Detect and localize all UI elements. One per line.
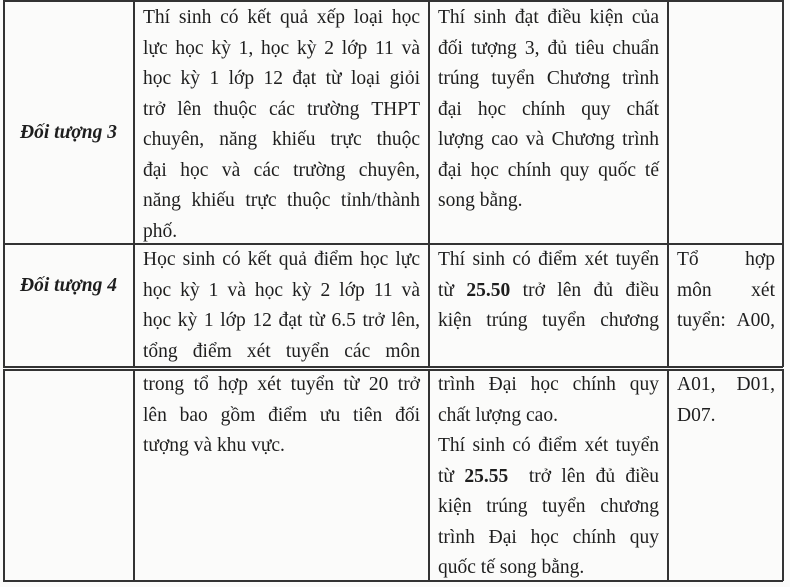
text-line: đại học chính quy chất — [438, 98, 659, 120]
text-line: tổng điểm xét tuyển các môn — [143, 340, 420, 362]
row-label: Đối tượng 3 — [20, 122, 117, 143]
text-line: phố. — [143, 220, 178, 242]
text-line: Thí sinh đạt điều kiện của — [438, 7, 659, 28]
table-border — [3, 580, 783, 582]
text-line — [438, 462, 659, 493]
text-line: đối tượng 3, đủ tiêu chuẩn — [438, 37, 659, 59]
text: trở lên đủ điều — [510, 279, 659, 301]
text: trở lên đủ điều — [508, 465, 659, 487]
criteria-cell — [143, 370, 420, 462]
result-cell — [438, 370, 659, 584]
col-divider — [782, 0, 784, 367]
text-line: năng khiếu trực thuộc tỉnh/thành — [143, 190, 420, 211]
table-border — [3, 0, 783, 2]
criteria-cell — [143, 3, 420, 247]
text-line: chất lượng cao. — [438, 404, 558, 426]
text-line: học kỳ 1 lớp 12 đạt từ 6.5 trở lên, — [143, 310, 420, 331]
col-divider — [428, 369, 430, 581]
text-line: A01, D01, — [677, 374, 775, 395]
result-cell — [438, 3, 659, 217]
text-line: trở lên thuộc các trường THPT — [143, 98, 420, 120]
col-divider — [133, 369, 135, 581]
text-line: trong tổ hợp xét tuyển từ 20 trở — [143, 374, 420, 395]
score-threshold: 25.55 — [464, 465, 509, 487]
text-line: môn xét — [677, 279, 775, 301]
text-line: đại học và các trường chuyên, — [143, 159, 420, 181]
text-line: Học sinh có kết quả điểm học lực — [143, 249, 420, 270]
text-line: trình Đại học chính quy — [438, 374, 659, 395]
text-line: học kỳ 1 và học kỳ 2 lớp 11 và — [143, 279, 420, 301]
score-threshold: 25.50 — [466, 279, 511, 301]
result-cell — [438, 245, 659, 337]
text-line: quốc tế song bằng. — [438, 557, 585, 578]
text-line: Thí sinh có điểm xét tuyển — [438, 249, 659, 270]
col-divider — [667, 369, 669, 581]
text-line: tuyển: A00, — [677, 310, 775, 331]
text-line: Thí sinh có điểm xét tuyển — [438, 435, 659, 456]
text-line: lực học kỳ 1, học kỳ 2 lớp 11 và — [143, 37, 420, 59]
text-line: Thí sinh có kết quả xếp loại học — [143, 7, 420, 28]
text: từ — [438, 279, 467, 301]
text-line: lượng cao và Chương trình — [438, 129, 659, 150]
text-line: học kỳ 1 lớp 12 đạt từ loại giỏi — [143, 68, 420, 89]
text-line: Tổ hợp — [677, 249, 775, 270]
text-line: đại học chính quy quốc tế — [438, 159, 659, 181]
combo-cell — [677, 245, 775, 337]
col-divider — [667, 0, 669, 367]
text-line: kiện trúng tuyển chương — [438, 496, 659, 517]
col-divider — [782, 369, 784, 581]
text-line: trúng tuyển Chương trình — [438, 68, 659, 89]
combo-cell — [677, 370, 775, 431]
text-line: D07. — [677, 404, 716, 426]
text-line — [438, 276, 659, 307]
col-divider — [133, 0, 135, 367]
text-line: trình Đại học chính quy — [438, 526, 659, 548]
row-label: Đối tượng 4 — [20, 275, 117, 296]
text-line: chuyên, năng khiếu trực thuộc — [143, 129, 420, 150]
criteria-cell — [143, 245, 420, 367]
col-divider — [428, 0, 430, 367]
text: từ — [438, 465, 465, 487]
col-divider — [3, 0, 5, 367]
text-line: tượng và khu vực. — [143, 435, 285, 456]
col-divider — [3, 369, 5, 581]
text-line: kiện trúng tuyển chương — [438, 310, 659, 331]
text-line: lên bao gồm điểm ưu tiên đối — [143, 404, 420, 426]
text-line: song bằng. — [438, 190, 523, 211]
